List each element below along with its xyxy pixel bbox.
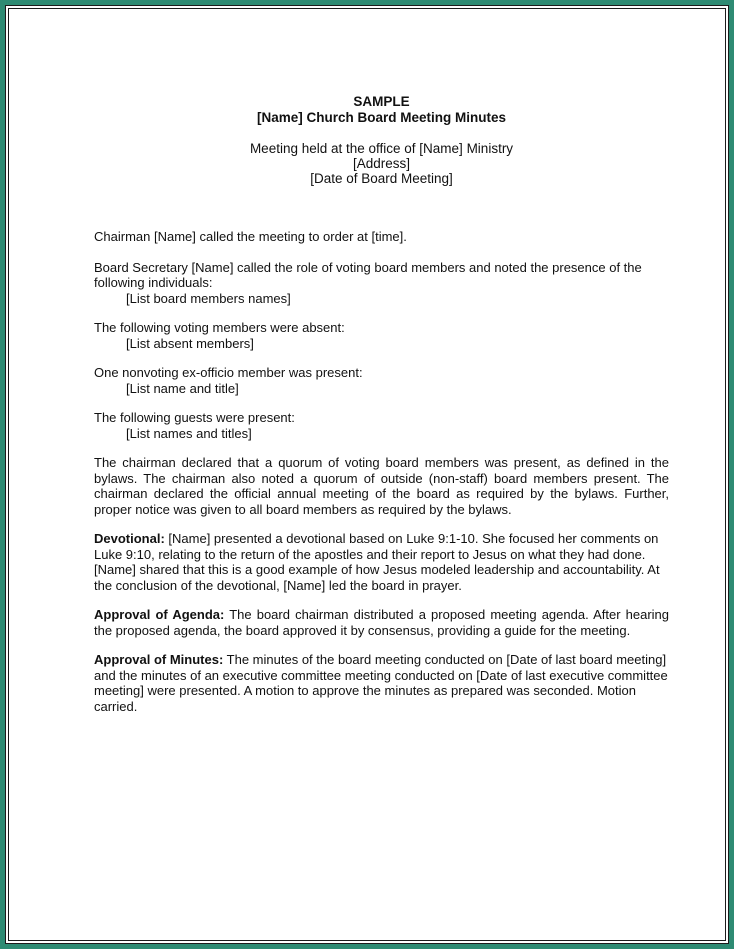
document-page: [94, 94, 669, 714]
roll-call-list: [List board members names]: [126, 290, 291, 306]
guests-text: The following guests were present:: [94, 410, 295, 425]
guests-list: [List names and titles]: [126, 425, 252, 441]
minutes-text: The minutes of the board meeting conducted on [Date of last board meeting] and the minutes of an executive committee meeting conducted on [Date of last executive committee meeting] were presented. A motion to approve the minutes as prepared was seconded. Motion carried.: [94, 652, 668, 714]
absent-list: [List absent members]: [126, 335, 254, 351]
agenda-label: Approval of Agenda:: [94, 607, 225, 622]
meeting-date: [Date of Board Meeting]: [310, 171, 453, 186]
quorum-paragraph: The chairman declared that a quorum of voting board members was present, as defined in the bylaws. The chairman also noted a quorum of outside (non-staff) board members present. The chairman declared the official annual meeting of the board as required by the bylaws. Further, proper notice was given to all board members as required by the bylaws.: [94, 455, 669, 517]
document-title: [Name] Church Board Meeting Minutes: [256, 110, 507, 125]
devotional-paragraph: [94, 531, 669, 593]
ex-officio-text: One nonvoting ex-officio member was present:: [94, 365, 363, 380]
agenda-text: The board chairman distributed a proposed meeting agenda. After hearing the proposed agenda, the board approved it by consensus, providing a guide for the meeting.: [94, 607, 669, 638]
roll-call-text: Board Secretary [Name] called the role of voting board members and noted the presence of the following individuals:: [94, 259, 642, 290]
minutes-paragraph: [94, 652, 669, 714]
meeting-address: [Address]: [352, 156, 411, 171]
agenda-paragraph: [94, 607, 669, 638]
document-frame: [5, 5, 729, 944]
devotional-label: Devotional:: [94, 531, 165, 546]
sample-label: SAMPLE: [353, 94, 410, 109]
devotional-text: [Name] presented a devotional based on Luke 9:1-10. She focused her comments on Luke 9:10, relating to the return of the apostles and their report to Jesus on what they had done.[Name] shared that this is a good example of how Jesus modeled leadership and accountability. At the conclusion of the devotional, [Name] led the board in prayer.: [94, 531, 660, 593]
meeting-location: Meeting held at the office of [Name] Ministry: [249, 141, 514, 156]
ex-officio-list: [List name and title]: [126, 380, 239, 396]
call-to-order: Chairman [Name] called the meeting to order at [time].: [94, 229, 407, 244]
minutes-label: Approval of Minutes:: [94, 652, 224, 667]
absent-text: The following voting members were absent:: [94, 320, 345, 335]
